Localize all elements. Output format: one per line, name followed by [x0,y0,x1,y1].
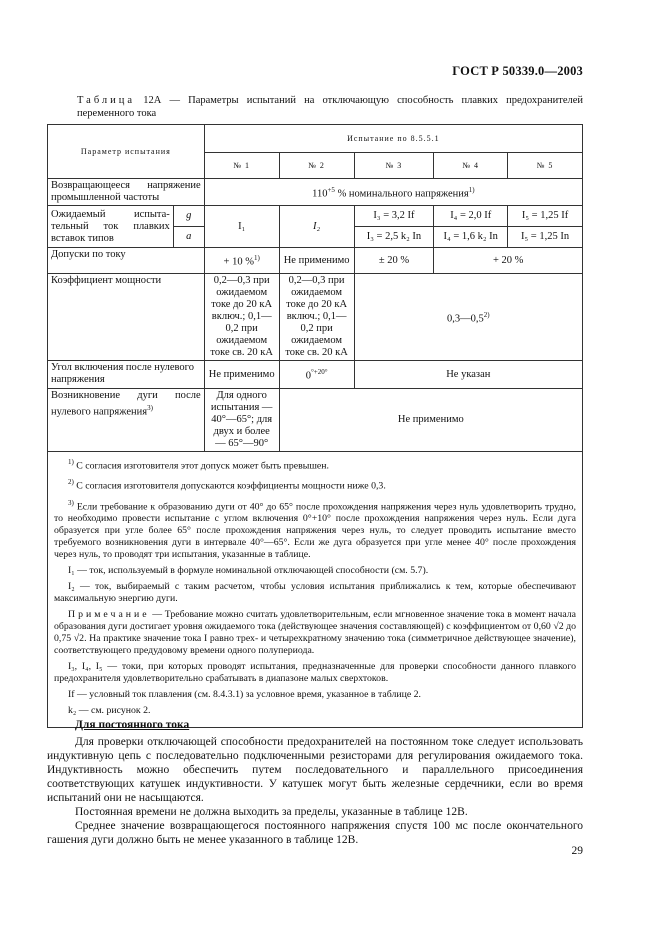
voltage-label: Возвращающееся напряжение промышленной частоты [48,179,205,206]
angle-c2-text: 0 [305,370,311,382]
arc-c2345: Не применимо [279,389,582,452]
note-remark [54,609,576,657]
tolerance-c3: ± 20 % [354,248,434,274]
power-c2: 0,2—0,3 при ожидаемом токе до 20 кА включ.; 0,1—0,2 при ожидаемом токе св. 20 кА [279,274,354,361]
table-caption [77,94,583,120]
test-col-3: № 3 [354,153,434,179]
current-a3: I₃ = 2,5 k₂ In [354,227,434,248]
note-i345: I₃, I₄, I₅ — токи, при которых проводят испытания, предназначенные для проверки способности данного плавкого предохранителя удовлетворительно срабатывать в диапазоне малых сверхтоков. [54,660,576,684]
caption-word: Таблица [77,95,136,106]
angle-c345: Не указан [354,361,582,389]
power-c345-note: 2) [483,310,490,319]
paragraph-2: Постоянная времени не должна выходить за пределы, указанные в таблице 12В. [75,806,468,818]
tolerance-label: Допуски по току [48,248,205,274]
test-col-1: № 1 [204,153,279,179]
remark-word: Примечание [68,608,150,620]
voltage-note: 1) [468,185,475,194]
angle-c2 [279,361,354,389]
param-header: Параметр испытания [48,125,205,179]
caption-text: 12А — Параметры испытаний на отключающую способность плавких предохранителей переменного тока [77,95,584,119]
footnote-2-text: С согласия изготовителя допускаются коэффициенты мощности ниже 0,3. [76,480,386,492]
page-number: 29 [571,845,583,857]
note-if: If — условный ток плавления (см. 8.4.3.1) за условное время, указанное в таблице 2. [68,688,421,700]
current-c2 [279,206,354,248]
standard-header: ГОСТ Р 50339.0—2003 [452,64,583,78]
current-c1: I₁ [204,206,279,248]
fuse-type-g-text: g [186,210,192,221]
voltage-tail: % номинального напряжения [334,188,469,200]
footnote-2: $^{2)}$ С согласия изготовителя допускаются коэффициенты мощности ниже 0,3. [68,478,386,492]
tolerance-c45: + 20 % [434,248,583,274]
test-col-4: № 4 [434,153,508,179]
section-body [47,735,583,847]
footnote-3: $^{3)}$ Если требование к образованию дуги от 40° до 65° после прохождения напряжения через нуль удовлетворить трудно, то необходимо провести испытание с углом включения 0°+10° после прохождения напряжения через нуль. Если дуга образуется при угле более 65° после прохождения напряжения через нуль, то следует проводить испытание вместо требуемого возникновения дуги в интервале 40°—65°. Если же дуга образуется при угле менее 40° после прохождения через нуль, то проводят три испытания, указанные в таблице. [54,498,576,560]
fuse-type-a [173,227,204,248]
footnote-3-text: Если требование к образованию дуги от 40° до 65° после прохождения напряжения через нуль удовлетворить трудно, то необходимо провести испытание с углом включения 0°+10° после прохождения напряжения через нуль. Если дуга образуется при угле более 65° после прохождения напряжения через нуль, то следует проводить испытание вместо требуемого возникновения дуги в интервале 40°—65°. Если же дуга образуется при угле менее 40° после прохождения через нуль, то проводят три испытания, указанные в таблице. [54,500,576,560]
table-notes [48,452,583,728]
voltage-sup: +5 [327,185,335,194]
fuse-type-a-text: a [186,231,192,242]
tolerance-c2: Не применимо [279,248,354,274]
footnote-1-text: С согласия изготовителя этот допуск может быть превышен. [76,460,329,472]
arc-label-text: Возникновение дуги после нулевого напряжения [51,390,201,418]
note-i2: I₂ — ток, выбираемый с таким расчетом, чтобы условия испытания приближались к тем, которые обеспечивают максимальную энергию дуги. [54,580,576,604]
fuse-type-g [173,206,204,227]
current-a5: I₅ = 1,25 In [508,227,583,248]
current-g3: I₃ = 3,2 If [354,206,434,227]
tolerance-c1-text: + 10 % [223,256,254,268]
paragraph-1: Для проверки отключающей способности предохранителей на постоянном токе следует использовать индуктивную цепь с последовательно подключенными резисторами для регулирования ожидаемого тока. Индуктивность можно обеспечить путем последовательного и параллельного присоединения соответствующих катушек индуктивности. У катушек могут быть железные сердечники, если во время испытаний они не насыщаются. [47,736,583,804]
current-g4: I₄ = 2,0 If [434,206,508,227]
power-c345 [354,274,582,361]
test-col-5: № 5 [508,153,583,179]
power-c1: 0,2—0,3 при ожидаемом токе до 20 кА включ.; 0,1—0,2 при ожидаемом токе св. 20 кА [204,274,279,361]
arc-c1: Для одного испытания — 40°—65°; для двух и более — 65°—90° [204,389,279,452]
current-g5: I₅ = 1,25 If [508,206,583,227]
test-parameters-table [47,124,583,728]
arc-label-note: 3) [147,404,153,412]
note-k2: k₂ — см. рисунок 2. [68,704,151,716]
note-i1: I₁ — ток, используемый в формуле номинальной отключающей способности (см. 5.7). [68,564,429,576]
power-label: Коэффициент мощности [48,274,205,361]
voltage-value [204,179,582,206]
footnote-1: $^{1)}$ С согласия изготовителя этот допуск может быть превышен. [68,458,329,472]
tolerance-c1-note: 1) [253,254,260,263]
angle-label: Угол включения после нулевого напряжения [48,361,205,389]
paragraph-3: Среднее значение возвращающегося постоянного напряжения спустя 100 мс после окончательного гашения дуги должно быть не менее указанного в таблице 12В. [47,820,583,846]
angle-c1: Не применимо [204,361,279,389]
power-c345-text: 0,3—0,5 [446,313,484,325]
current-a4: I₄ = 1,6 k₂ In [434,227,508,248]
current-c2-text: I₂ [313,220,321,232]
angle-c2-sup: °+20° [310,368,328,377]
tolerance-c1 [204,248,279,274]
voltage-number: 110 [312,188,328,200]
section-heading: Для постоянного тока [75,719,190,731]
test-col-2: № 2 [279,153,354,179]
arc-label [48,389,205,452]
test-header: Испытание по 8.5.5.1 [204,125,582,153]
remark-text: — Требование можно считать удовлетворительным, если мгновенное значение тока в момент начала образования дуги достигает уровня ожидаемого тока (действующее значения составляющей) с коэффициентом от 0,60 √2 до 0,75 √2. На практике значение тока I равно трех- и четырехкратному значению тока (симметричное действующее значение), соответствующего предудовому времени одного полупериода. [54,608,576,656]
current-label: Ожидаемый испыта-тельный ток плавких вставок типов [48,206,174,248]
